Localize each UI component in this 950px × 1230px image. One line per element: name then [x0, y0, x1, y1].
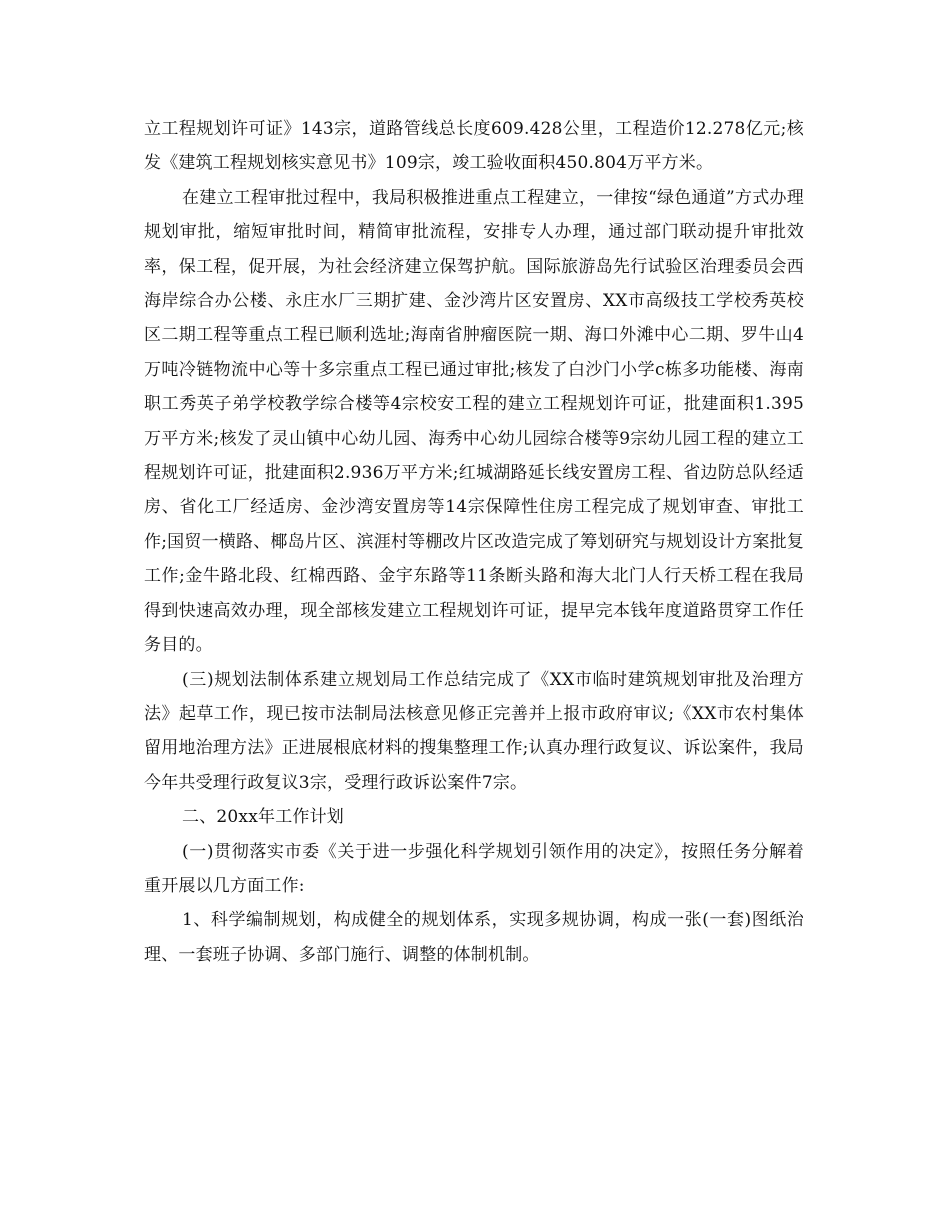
paragraph-3: (三)规划法制体系建立规划局工作总结完成了《XX市临时建筑规划审批及治理方法》起草工作，现已按市法制局法核意见修正完善并上报市政府审议;《XX市农村集体留用地治理方法》正进展根底材料的搜集整理工作;认真办理行政复议、诉讼案件，我局今年共受理行政复议3宗，受理行政诉讼案件7宗。 — [144, 669, 804, 793]
paragraph-1: 立工程规划许可证》143宗，道路管线总长度609.428公里，工程造价12.278亿元;核发《建筑工程规划核实意见书》109宗，竣工验收面积450.804万平方米。 — [144, 119, 804, 174]
document-body — [144, 112, 804, 972]
paragraph-4: (一)贯彻落实市委《关于进一步强化科学规划引领作用的决定》，按照任务分解着重开展以几方面工作: — [144, 841, 804, 896]
paragraph-2: 在建立工程审批过程中，我局积极推进重点工程建立，一律按“绿色通道”方式办理规划审批，缩短审批时间，精简审批流程，安排专人办理，通过部门联动提升审批效率，保工程，促开展，为社会经济建立保驾护航。国际旅游岛先行试验区治理委员会西海岸综合办公楼、永庄水厂三期扩建、金沙湾片区安置房、XX市高级技工学校秀英校区二期工程等重点工程已顺利选址;海南省肿瘤医院一期、海口外滩中心二期、罗牛山4万吨冷链物流中心等十多宗重点工程已通过审批;核发了白沙门小学c栋多功能楼、海南职工秀英子弟学校教学综合楼等4宗校安工程的建立工程规划许可证，批建面积1.395万平方米;核发了灵山镇中心幼儿园、海秀中心幼儿园综合楼等9宗幼儿园工程的建立工程规划许可证，批建面积2.936万平方米;红城湖路延长线安置房工程、省边防总队经适房、省化工厂经适房、金沙湾安置房等14宗保障性住房工程完成了规划审查、审批工作;国贸一横路、椰岛片区、滨涯村等棚改片区改造完成了筹划研究与规划设计方案批复工作;金牛路北段、红棉西路、金宇东路等11条断头路和海大北门人行天桥工程在我局得到快速高效办理，现全部核发建立工程规划许可证，提早完本钱年度道路贯穿工作任务目的。 — [144, 187, 804, 656]
section-heading: 二、20xx年工作计划 — [182, 807, 345, 828]
paragraph-5: 1、科学编制规划，构成健全的规划体系，实现多规协调，构成一张(一套)图纸治理、一套班子协调、多部门施行、调整的体制机制。 — [144, 910, 804, 965]
